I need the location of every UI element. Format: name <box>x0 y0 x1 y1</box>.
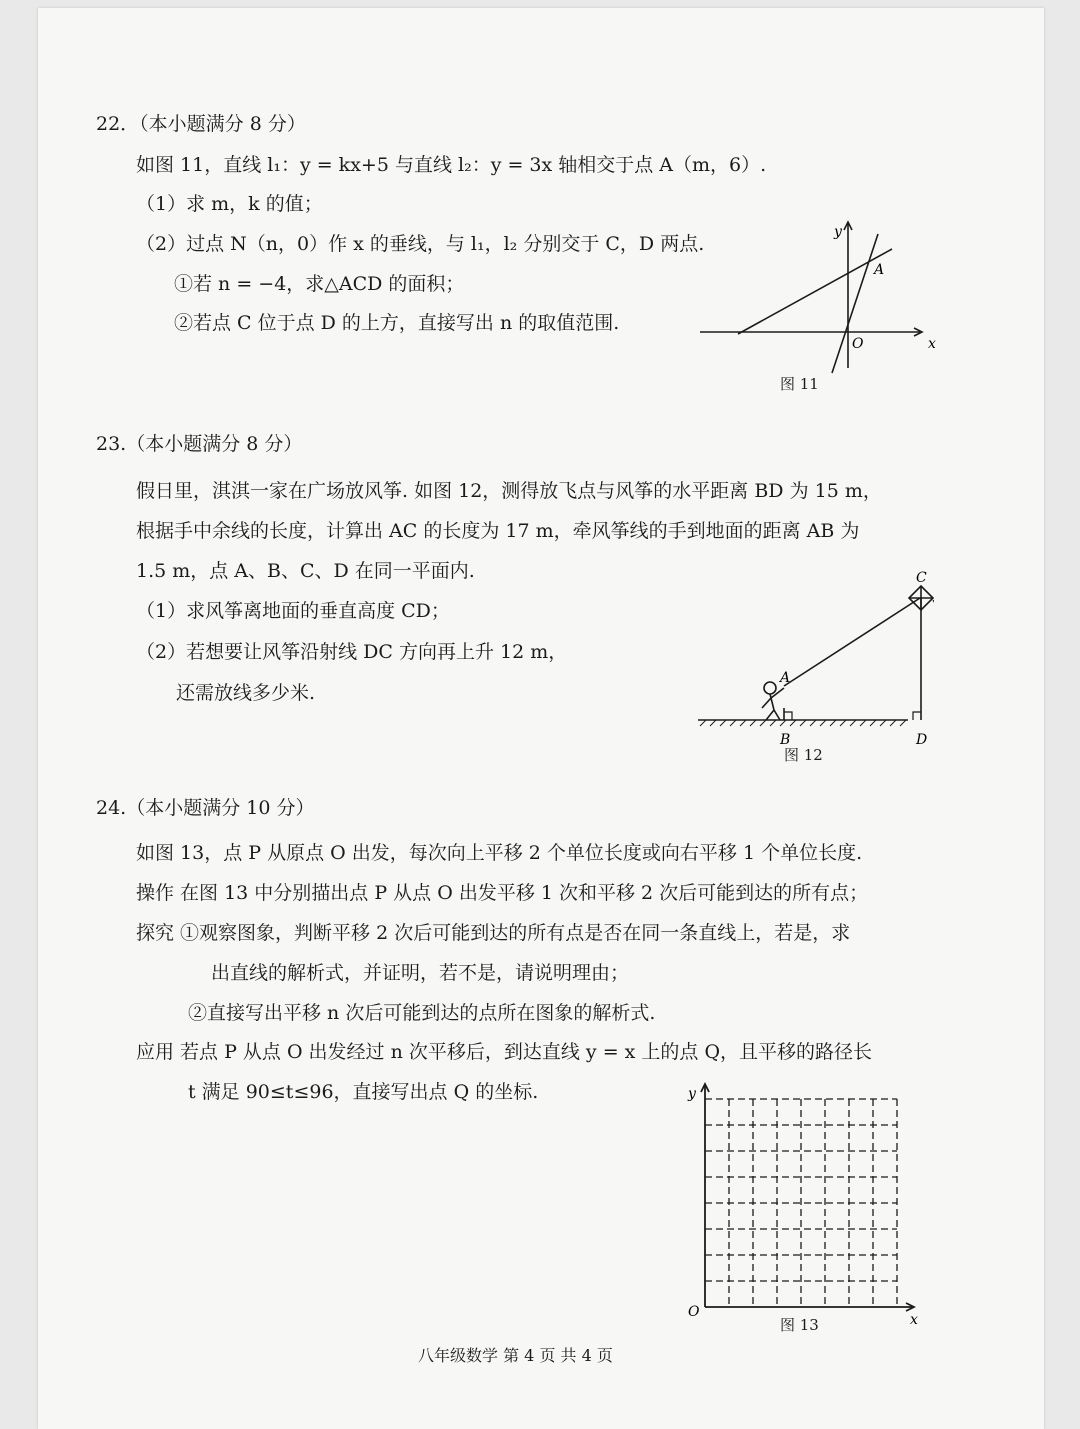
q22-line-2: （1）求 m，k 的值； <box>136 193 323 215</box>
fig12-caption: 图 12 <box>784 746 823 764</box>
kite-string-ac <box>784 598 920 686</box>
q23-line-3: 1.5 m，点 A、B、C、D 在同一平面内. <box>136 560 475 582</box>
q23-line-5: （2）若想要让风筝沿射线 DC 方向再上升 12 m， <box>136 641 568 663</box>
right-angle-b-icon <box>784 712 792 720</box>
ground-hatching <box>700 720 906 726</box>
q22-line-4: ①若 n = −4，求△ACD 的面积； <box>174 273 465 295</box>
fig13-y-label: y <box>688 1086 696 1102</box>
q23-line-6: 还需放线多少米. <box>176 682 316 704</box>
q22-line-3: （2）过点 N（n，0）作 x 的垂线，与 l₁，l₂ 分别交于 C，D 两点. <box>136 233 705 255</box>
person-icon <box>762 682 784 720</box>
q23-line-1: 假日里，淇淇一家在广场放风筝. 如图 12，测得放飞点与风筝的水平距离 BD 为 15 m， <box>136 480 882 502</box>
q22-line-1: 如图 11，直线 l₁：y = kx+5 与直线 l₂：y = 3x 轴相交于点 A（m，6）. <box>136 154 767 176</box>
q24-header: 24.（本小题满分 10 分） <box>96 797 315 819</box>
fig12-point-c: C <box>916 570 927 586</box>
q24-line-5: ②直接写出平移 n 次后可能到达的点所在图象的解析式. <box>188 1002 656 1024</box>
q24-line-1: 如图 13，点 P 从原点 O 出发，每次向上平移 2 个单位长度或向右平移 1 个单位长度. <box>136 842 863 864</box>
exam-page <box>38 8 1044 1429</box>
fig13-x-label: x <box>910 1312 918 1324</box>
q24-line-2: 操作 在图 13 中分别描出点 P 从点 O 出发平移 1 次和平移 2 次后可能到达的所有点； <box>136 882 869 904</box>
figure-13 <box>674 1074 924 1324</box>
q23-line-4: （1）求风筝离地面的垂直高度 CD； <box>136 600 450 622</box>
fig11-caption: 图 11 <box>780 375 819 393</box>
q24-line-4: 出直线的解析式，并证明，若不是，请说明理由； <box>211 962 630 984</box>
q23-line-2: 根据手中余线的长度，计算出 AC 的长度为 17 m，牵风筝线的手到地面的距离 AB 为 <box>136 520 860 542</box>
figure-12 <box>694 568 934 753</box>
q23-header: 23.（本小题满分 8 分） <box>96 433 303 455</box>
fig11-y-label: y <box>834 224 842 240</box>
fig12-point-a: A <box>780 670 791 686</box>
fig12-point-d: D <box>916 732 928 748</box>
fig12-point-b: B <box>780 732 791 748</box>
figure-11 <box>698 218 938 378</box>
fig13-caption: 图 13 <box>780 1316 819 1334</box>
right-angle-d-icon <box>913 712 921 720</box>
q24-line-7: t 满足 90≤t≤96，直接写出点 Q 的坐标. <box>188 1081 539 1103</box>
fig11-origin-label: O <box>852 336 864 352</box>
q24-line-6: 应用 若点 P 从点 O 出发经过 n 次平移后，到达直线 y = x 上的点 Q，且平移的路径长 <box>136 1041 873 1063</box>
page-footer: 八年级数学 第 4 页 共 4 页 <box>418 1346 613 1365</box>
fig11-point-a: A <box>874 262 885 278</box>
fig13-origin-label: O <box>688 1304 700 1320</box>
fig11-x-label: x <box>928 336 936 352</box>
q22-line-5: ②若点 C 位于点 D 的上方，直接写出 n 的取值范围. <box>174 312 620 334</box>
q22-header: 22．（本小题满分 8 分） <box>96 113 306 135</box>
line-l2 <box>832 234 878 373</box>
q24-line-3: 探究 ①观察图象，判断平移 2 次后可能到达的所有点是否在同一条直线上，若是，求 <box>136 922 851 944</box>
dashed-grid <box>705 1099 897 1307</box>
